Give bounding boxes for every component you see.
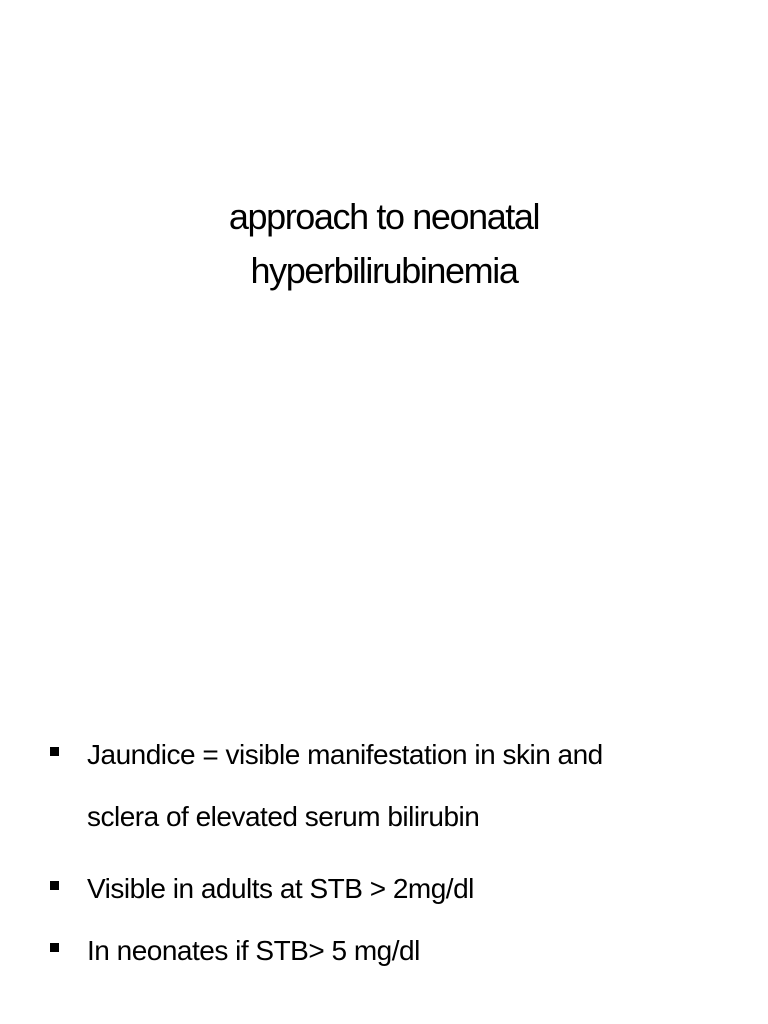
bullet-item-neonates: [44, 920, 724, 982]
slide-title-line-1: approach to neonatal: [228, 196, 540, 237]
bullet-item-jaundice: [44, 724, 724, 848]
square-bullet-icon: [50, 881, 59, 890]
bullet-text-line: Jaundice = visible manifestation in skin and: [87, 739, 603, 770]
square-bullet-icon: [50, 943, 59, 952]
bullet-list: [44, 724, 724, 982]
slide-title: [84, 190, 684, 298]
bullet-item-adults: [44, 858, 724, 920]
bullet-text-line: In neonates if STB> 5 mg/dl: [87, 935, 420, 966]
bullet-text-line: sclera of elevated serum bilirubin: [87, 801, 480, 832]
slide-title-line-2: hyperbilirubinemia: [250, 250, 518, 291]
square-bullet-icon: [50, 747, 59, 756]
bullet-text-line: Visible in adults at STB > 2mg/dl: [87, 873, 474, 904]
